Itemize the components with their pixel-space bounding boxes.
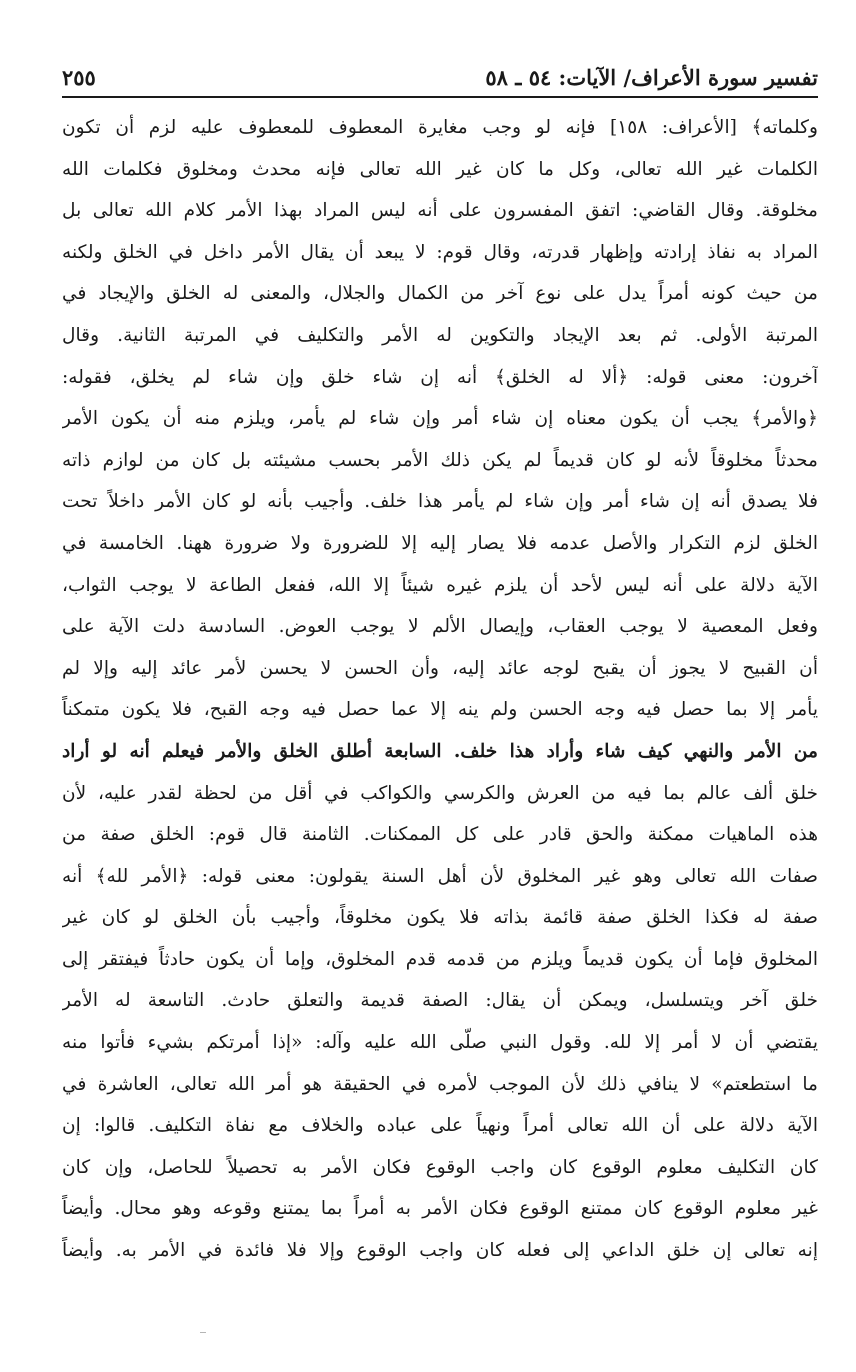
text-line: يقتضي أن لا أمر إلا لله. وقول النبي صلّى الله عليه وآله: «إذا أمرتكم بشيء فأتوا منه (62, 1032, 818, 1054)
header-rule (62, 96, 818, 98)
running-header (62, 56, 818, 92)
text-line: فلا يصدق أنه إن شاء أمر وإن شاء لم يأمر هذا خلف. وأجيب بأنه لو كان الأمر داخلاً تحت (62, 491, 818, 513)
text-line: الآية دلالة على أن الله تعالى أمراً ونهياً على عباده والخلاف مع نفاة التكليف. قالوا: إن (62, 1115, 818, 1137)
text-line: أن القبيح لا يجوز أن يقبح لوجه عائد إليه، وأن الحسن لا يحسن لأمر عائد إليه وإلا لم (62, 657, 818, 679)
body-text (62, 107, 818, 1272)
page-number: ٢٥٥ (62, 65, 96, 90)
text-line: وفعل المعصية لا يوجب العقاب، وإيصال الألم لا يوجب العوض. السادسة دلت الآية على (62, 616, 818, 638)
header-title: تفسير سورة الأعراف/ الآيات: ٥٤ ـ ٥٨ (485, 65, 818, 90)
text-line: كان التكليف معلوم الوقوع كان واجب الوقوع فكان الأمر به تحصيلاً للحاصل، وإن كان (62, 1156, 818, 1178)
text-line: من حيث كونه أمراً يدل على نوع آخر من الكمال والجلال، والمعنى له الخلق والإيجاد في (62, 283, 818, 305)
text-line: المخلوق فإما أن يكون قديماً ويلزم من قدمه قدم المخلوق، وإما أن يكون حادثاً فيفتقر إلى (62, 948, 818, 970)
footer-mark (200, 1332, 206, 1333)
text-line: المرتبة الأولى. ثم بعد الإيجاد والتكوين له الأمر والتكليف في المرتبة الثانية. وقال (62, 324, 818, 346)
text-line: يأمر إلا بما حصل فيه وجه الحسن ولم ينه إلا عما حصل فيه وجه القبح، فلا يكون متمكناً (62, 699, 818, 721)
text-line: صفات الله تعالى وهو غير المخلوق لأن أهل السنة يقولون: معنى قوله: ﴿الأمر لله﴾ أنه (62, 865, 818, 887)
text-line: هذه الماهيات ممكنة والحق قادر على كل الممكنات. الثامنة قال قوم: الخلق صفة من (62, 824, 818, 846)
text-line: المراد به نفاذ إرادته وإظهار قدرته، وقال قوم: لا يبعد أن يقال الأمر داخل في الخلق ولكنه (62, 241, 818, 263)
text-line: الكلمات غير الله تعالى، وكل ما كان غير الله تعالى فإنه محدث ومخلوق فكلمات الله (62, 158, 818, 180)
text-line: إنه تعالى إن خلق الداعي إلى فعله كان واجب الوقوع وإلا فلا فائدة في الأمر به. وأيضاً (62, 1240, 818, 1262)
text-line: صفة له فكذا الخلق صفة قائمة بذاته فلا يكون مخلوقاً، وأجيب بأن الخلق لو كان غير (62, 907, 818, 929)
text-line: خلق ألف عالم بما فيه من العرش والكرسي والكواكب في أقل من لحظة لقدر عليه، لأن (62, 782, 818, 804)
text-line: وكلماته﴾ [الأعراف: ١٥٨] فإنه لو وجب مغايرة المعطوف للمعطوف عليه لزم أن تكون (62, 117, 818, 138)
text-line: آخرون: معنى قوله: ﴿ألا له الخلق﴾ أنه إن شاء خلق وإن شاء لم يخلق، فقوله: (62, 366, 818, 388)
text-line: غير معلوم الوقوع كان ممتنع الوقوع فكان الأمر به أمراً بما يمتنع وقوعه وهو محال. وأيضاً (62, 1198, 818, 1220)
text-line: الآية دلالة على أنه ليس لأحد أن يلزم غيره شيئاً إلا الله، ففعل الطاعة لا يوجب الثواب، (62, 574, 818, 596)
text-line: مخلوقة. وقال القاضي: اتفق المفسرون على أنه ليس المراد بهذا الأمر كلام الله تعالى بل (62, 200, 818, 222)
text-line: ما استطعتم» لا ينافي ذلك لأن الموجب لأمره في الحقيقة هو أمر الله تعالى، العاشرة في (62, 1073, 818, 1095)
text-line: ﴿والأمر﴾ يجب أن يكون معناه إن شاء أمر وإن شاء لم يأمر، ويلزم منه أن يكون الأمر (62, 408, 818, 430)
text-line: خلق آخر ويتسلسل، ويمكن أن يقال: الصفة قديمة والتعلق حادث. التاسعة له الأمر (62, 990, 818, 1012)
text-line: الخلق لزم التكرار والأصل عدمه فلا يصار إليه إلا للضرورة ولا ضرورة ههنا. الخامسة في (62, 532, 818, 554)
text-line: محدثاً مخلوقاً لأنه لو كان قديماً لم يكن ذلك الأمر بحسب مشيئته بل كان من لوازم ذاته (62, 449, 818, 471)
text-line: من الأمر والنهي كيف شاء وأراد هذا خلف. السابعة أطلق الخلق والأمر فيعلم أنه لو أراد (62, 740, 818, 762)
